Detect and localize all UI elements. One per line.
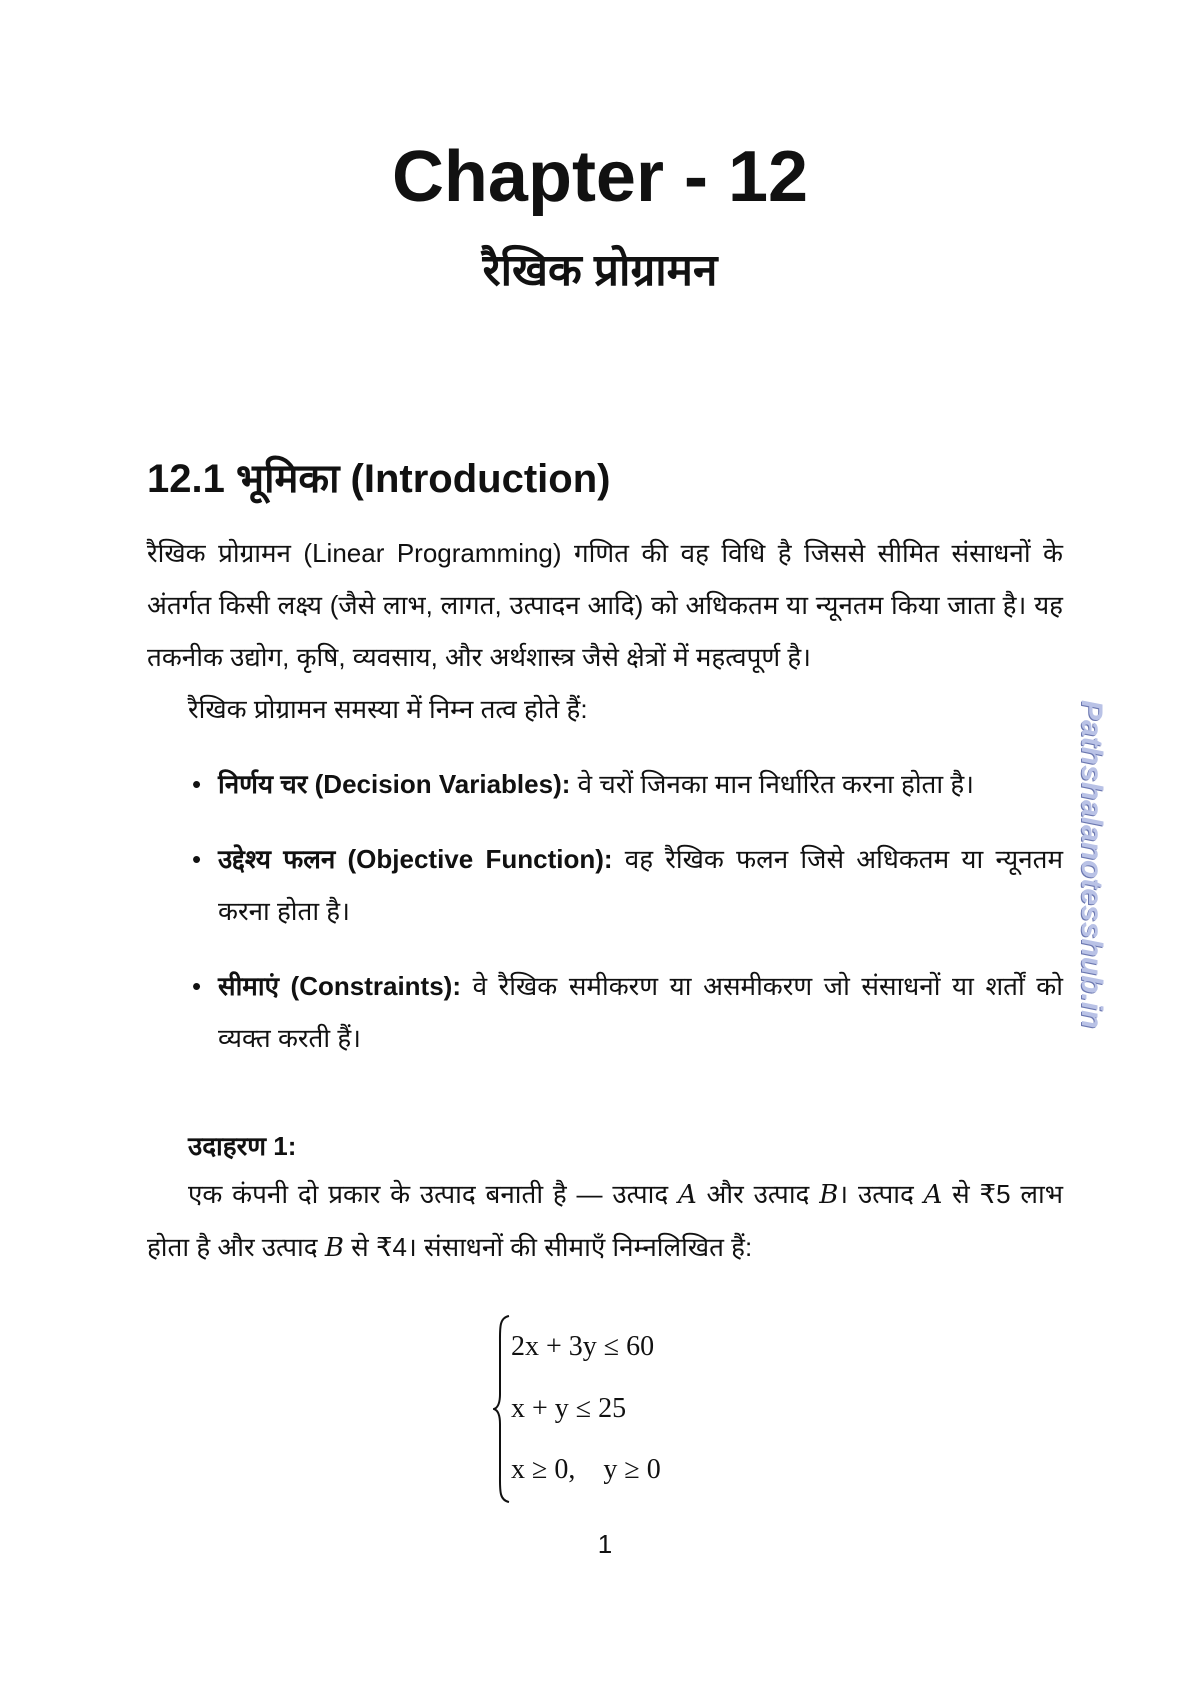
left-brace-icon xyxy=(493,1314,513,1504)
text: एक कंपनी दो प्रकार के उत्पाद बनाती है — उत्पाद xyxy=(188,1179,678,1209)
bullet-term: उद्देश्य फलन (Objective Function): xyxy=(218,844,613,874)
bullet-item xyxy=(192,758,1063,810)
math-var: A xyxy=(923,1180,943,1210)
bullet-desc: वह रैखिक फलन जिसे अधिकतम या न्यूनतम करना होता है। xyxy=(218,844,1063,926)
text: से ₹4। संसाधनों की सीमाएँ निम्नलिखित हैं: xyxy=(343,1232,753,1262)
math-var: B xyxy=(819,1180,839,1210)
bullet-icon: • xyxy=(192,844,202,874)
example-heading: उदाहरण 1: xyxy=(188,1131,297,1161)
text: से ₹5 लाभ होता है और उत्पाद xyxy=(147,1179,1064,1262)
page-content xyxy=(147,0,1063,1602)
constraint-equation: 2x + 3y ≤ 60 xyxy=(511,1331,655,1362)
text: । उत्पाद xyxy=(838,1179,924,1209)
math-var: A xyxy=(677,1180,697,1210)
bullet-desc: वे रैखिक समीकरण या असमीकरण जो संसाधनों या शर्तों को व्यक्त करती हैं। xyxy=(218,971,1063,1053)
bullet-term: निर्णय चर (Decision Variables): xyxy=(218,769,571,799)
bullet-icon: • xyxy=(192,971,202,1001)
bullet-desc: वे चरों जिनका मान निर्धारित करना होता है। xyxy=(570,769,974,799)
chapter-subtitle: रैखिक प्रोग्रामन xyxy=(482,246,718,295)
chapter-title: Chapter - 12 xyxy=(391,137,809,217)
constraint-equation: x ≥ 0, y ≥ 0 xyxy=(511,1454,661,1485)
bullet-term: सीमाएं (Constraints): xyxy=(218,971,461,1001)
elements-intro: रैखिक प्रोग्रामन समस्या में निम्न तत्व होते हैं: xyxy=(188,694,588,724)
bullet-item xyxy=(192,960,1063,1064)
constraint-system xyxy=(493,1314,753,1504)
page-number: 1 xyxy=(597,1529,613,1559)
text: और उत्पाद xyxy=(696,1179,820,1209)
constraint-equation: x + y ≤ 25 xyxy=(511,1393,627,1424)
math-var: B xyxy=(324,1233,344,1263)
bullet-item xyxy=(192,833,1063,937)
watermark: Pathshalanotesshub.in xyxy=(1075,700,1108,1029)
section-heading: 12.1 भूमिका (Introduction) xyxy=(147,457,611,501)
example-text xyxy=(147,1168,1063,1274)
intro-paragraph: रैखिक प्रोग्रामन (Linear Programming) गणित की वह विधि है जिससे सीमित संसाधनों के अंतर्गत किसी लक्ष्य (जैसे लाभ, लागत, उत्पादन आदि) को अधिकतम या न्यूनतम किया जाता है। यह तकनीक उद्योग, कृषि, व्यवसाय, और अर्थशास्त्र जैसे क्षेत्रों में महत्वपूर्ण है। xyxy=(147,538,1063,672)
bullet-icon: • xyxy=(192,769,202,799)
